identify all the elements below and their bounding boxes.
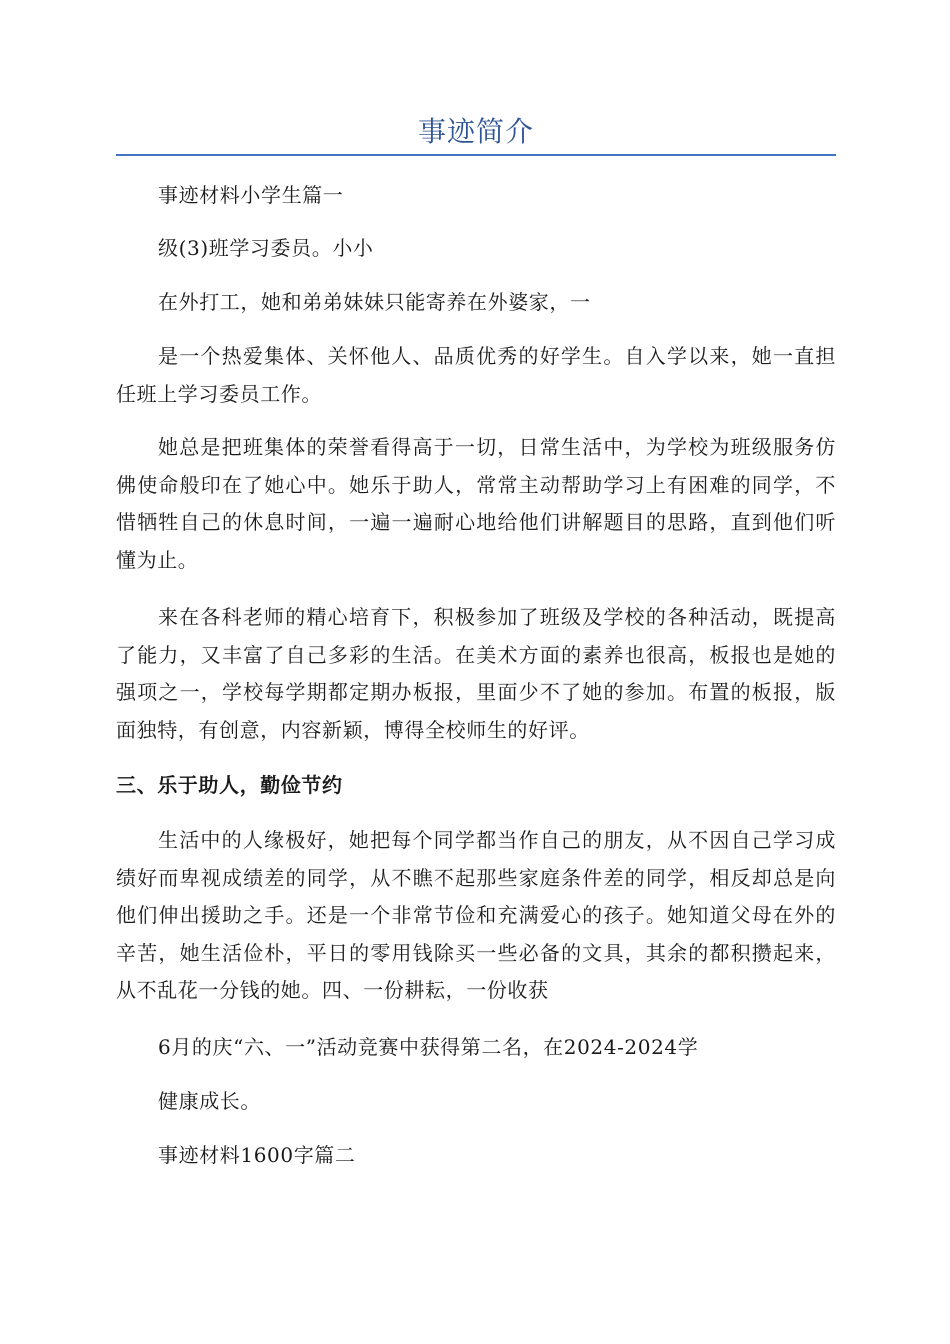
paragraph: 在外打工，她和弟弟妹妹只能寄养在外婆家，一 xyxy=(158,290,591,314)
paragraph: 是一个热爱集体、关怀他人、品质优秀的好学生。自入学以来，她一直担任班上学习委员工作。 xyxy=(116,344,836,406)
section-heading: 三、乐于助人，勤俭节约 xyxy=(116,773,343,797)
paragraph: 级(3)班学习委员。小小 xyxy=(158,236,374,260)
paragraph: 健康成长。 xyxy=(158,1089,261,1113)
paragraph: 事迹材料小学生篇一 xyxy=(158,183,344,207)
paragraph: 生活中的人缘极好，她把每个同学都当作自己的朋友，从不因自己学习成绩好而卑视成绩差的同学，从不瞧不起那些家庭条件差的同学，相反却总是向他们伸出援助之手。还是一个非常节俭和充满爱心的孩子。她知道父母在外的辛苦，她生活俭朴，平日的零用钱除买一些必备的文具，其余的都积攒起来，从不乱花一分钱的她。四、一份耕耘，一份收获 xyxy=(116,828,836,1002)
paragraph: 事迹材料1600字篇二 xyxy=(158,1143,356,1167)
title-underline xyxy=(116,154,836,156)
paragraph: 来在各科老师的精心培育下，积极参加了班级及学校的各种活动，既提高了能力，又丰富了自己多彩的生活。在美术方面的素养也很高，板报也是她的强项之一，学校每学期都定期办板报，里面少不了她的参加。布置的板报，版面独特，有创意，内容新颖，博得全校师生的好评。 xyxy=(116,605,836,742)
paragraph: 她总是把班集体的荣誉看得高于一切，日常生活中，为学校为班级服务仿佛使命般印在了她心中。她乐于助人，常常主动帮助学习上有困难的同学，不惜牺牲自己的休息时间，一遍一遍耐心地给他们讲解题目的思路，直到他们听懂为止。 xyxy=(116,435,836,572)
document-title: 事迹简介 xyxy=(417,115,534,148)
paragraph: 6月的庆“六、一”活动竞赛中获得第二名，在2024-2024学 xyxy=(158,1035,699,1059)
